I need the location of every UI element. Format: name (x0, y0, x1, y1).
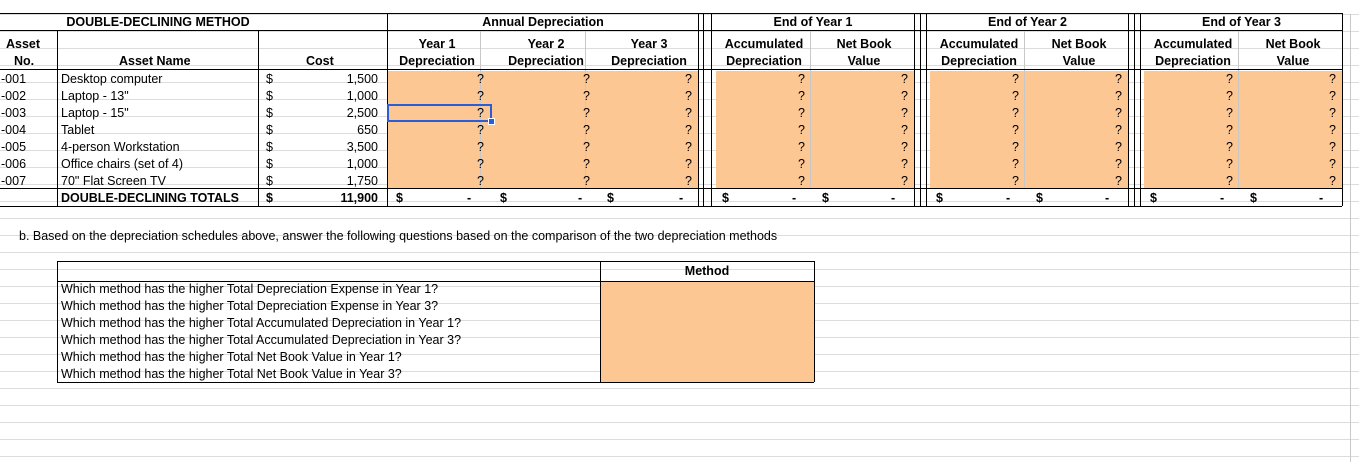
comparison-question: Which method has the higher Total Depreciation Expense in Year 1? (61, 282, 439, 296)
total-currency: $ (722, 191, 729, 205)
y3-accumulated-depreciation-cell[interactable]: ? (1226, 140, 1233, 154)
total-currency: $ (396, 191, 403, 205)
asset-no[interactable]: -001 (1, 72, 27, 86)
comparison-question: Which method has the higher Total Net Book Value in Year 1? (61, 350, 402, 364)
y3-accumulated-depreciation-cell[interactable]: ? (1226, 72, 1233, 86)
y3-net-book-value-cell[interactable]: ? (1329, 72, 1336, 86)
y1-accumulated-header: Accumulated (724, 37, 804, 51)
year2-depreciation-cell[interactable]: ? (583, 140, 590, 154)
total-value: - (679, 191, 684, 205)
year1-depreciation-cell[interactable]: ? (477, 140, 484, 154)
asset-name[interactable]: Laptop - 13" (61, 89, 129, 103)
method-title: DOUBLE-DECLINING METHOD (66, 15, 250, 29)
y1-accumulated-depreciation-cell[interactable]: ? (798, 123, 805, 137)
year1-depreciation-cell[interactable]: ? (477, 157, 484, 171)
y1-net-book-value-cell[interactable]: ? (901, 72, 908, 86)
asset-cost[interactable]: 1,500 (346, 72, 378, 86)
asset-name[interactable]: Laptop - 15" (61, 106, 129, 120)
end-year1-header: End of Year 1 (773, 15, 853, 29)
cost-currency[interactable]: $ (266, 72, 273, 86)
asset-no-header: No. (14, 54, 35, 68)
y1-accumulated-depreciation-cell[interactable]: ? (798, 106, 805, 120)
year1-depreciation-cell[interactable]: ? (477, 106, 484, 120)
end-year2-header: End of Year 2 (988, 15, 1067, 29)
asset-cost[interactable]: 650 (357, 123, 378, 137)
asset-no[interactable]: -005 (1, 140, 27, 154)
y3-net-book-value-cell[interactable]: ? (1329, 140, 1336, 154)
y2-accum-depreciation-header: Depreciation (941, 54, 1017, 68)
asset-cost[interactable]: 1,750 (346, 174, 378, 188)
asset-cost[interactable]: 2,500 (346, 106, 378, 120)
annual-depreciation-header: Annual Depreciation (482, 15, 604, 29)
y2-accumulated-header: Accumulated (939, 37, 1019, 51)
y1-net-book-value-cell[interactable]: ? (901, 174, 908, 188)
y1-net-book-header: Net Book (836, 37, 892, 51)
comparison-question: Which method has the higher Total Accumulated Depreciation in Year 3? (61, 333, 462, 347)
y1-accumulated-depreciation-cell[interactable]: ? (798, 174, 805, 188)
year2-header: Year 2 (527, 37, 565, 51)
method-answer-cell[interactable] (601, 299, 813, 315)
year3-depreciation-cell[interactable]: ? (685, 123, 692, 137)
y1-accumulated-depreciation-cell[interactable]: ? (798, 72, 805, 86)
total-currency: $ (936, 191, 943, 205)
y3-accumulated-header: Accumulated (1153, 37, 1233, 51)
fill-handle[interactable] (488, 118, 495, 125)
y3-value-header: Value (1276, 54, 1310, 68)
y2-accumulated-depreciation-cell[interactable]: ? (1012, 72, 1019, 86)
total-currency: $ (1036, 191, 1043, 205)
asset-name[interactable]: Tablet (61, 123, 95, 137)
year1-depreciation-cell[interactable]: ? (477, 72, 484, 86)
asset-no[interactable]: -004 (1, 123, 27, 137)
year3-depreciation-cell[interactable]: ? (685, 106, 692, 120)
y3-net-book-value-cell[interactable]: ? (1329, 106, 1336, 120)
total-currency: $ (822, 191, 829, 205)
year2-depreciation-cell[interactable]: ? (583, 89, 590, 103)
y3-accum-depreciation-header: Depreciation (1155, 54, 1231, 68)
total-value: - (1319, 191, 1324, 205)
cost-currency[interactable]: $ (266, 106, 273, 120)
year3-depreciation-cell[interactable]: ? (685, 174, 692, 188)
year2-depreciation-cell[interactable]: ? (583, 72, 590, 86)
totals-cost-currency: $ (266, 191, 273, 205)
cost-currency[interactable]: $ (266, 89, 273, 103)
total-value: - (792, 191, 797, 205)
y3-net-book-value-cell[interactable]: ? (1329, 123, 1336, 137)
year3-depreciation-cell[interactable]: ? (685, 72, 692, 86)
question-b-instruction: b. Based on the depreciation schedules above, answer the following questions based on the comparison of the two depreciation methods (19, 229, 778, 243)
y3-net-book-value-cell[interactable]: ? (1329, 174, 1336, 188)
year2-depreciation-header: Depreciation (508, 54, 584, 68)
total-currency: $ (1250, 191, 1257, 205)
year2-depreciation-cell[interactable]: ? (583, 174, 590, 188)
method-column-header: Method (684, 264, 730, 278)
asset-header: Asset (6, 37, 41, 51)
asset-cost[interactable]: 3,500 (346, 140, 378, 154)
total-currency: $ (500, 191, 507, 205)
year3-depreciation-cell[interactable]: ? (685, 140, 692, 154)
total-value: - (1006, 191, 1011, 205)
y3-net-book-value-cell[interactable]: ? (1329, 89, 1336, 103)
asset-name[interactable]: Office chairs (set of 4) (61, 157, 184, 171)
cost-currency[interactable]: $ (266, 140, 273, 154)
y1-net-book-value-cell[interactable]: ? (901, 123, 908, 137)
method-answer-cell[interactable] (601, 333, 813, 349)
cost-currency[interactable]: $ (266, 174, 273, 188)
year3-depreciation-header: Depreciation (611, 54, 687, 68)
comparison-question: Which method has the higher Total Net Book Value in Year 3? (61, 367, 402, 381)
asset-cost[interactable]: 1,000 (346, 89, 378, 103)
total-value: - (578, 191, 583, 205)
asset-cost[interactable]: 1,000 (346, 157, 378, 171)
total-value: - (1220, 191, 1225, 205)
year2-depreciation-cell[interactable]: ? (583, 106, 590, 120)
method-answer-cell[interactable] (601, 367, 813, 383)
year3-header: Year 3 (630, 37, 668, 51)
y2-accumulated-depreciation-cell[interactable]: ? (1012, 140, 1019, 154)
total-currency: $ (607, 191, 614, 205)
y1-net-book-value-cell[interactable]: ? (901, 140, 908, 154)
y1-accumulated-depreciation-cell[interactable]: ? (798, 89, 805, 103)
method-answer-cell[interactable] (601, 316, 813, 332)
cost-currency[interactable]: $ (266, 157, 273, 171)
y2-net-book-value-cell[interactable]: ? (1115, 123, 1122, 137)
asset-name[interactable]: 70" Flat Screen TV (61, 174, 166, 188)
y1-accumulated-depreciation-cell[interactable]: ? (798, 157, 805, 171)
selected-cell[interactable] (387, 104, 492, 122)
year1-depreciation-cell[interactable]: ? (477, 89, 484, 103)
total-value: - (1105, 191, 1110, 205)
year1-depreciation-cell[interactable]: ? (477, 123, 484, 137)
y2-value-header: Value (1062, 54, 1096, 68)
y2-net-book-header: Net Book (1051, 37, 1107, 51)
y2-accumulated-depreciation-cell[interactable]: ? (1012, 123, 1019, 137)
method-answer-cell[interactable] (601, 350, 813, 366)
cost-currency[interactable]: $ (266, 123, 273, 137)
y2-accumulated-depreciation-cell[interactable]: ? (1012, 89, 1019, 103)
y2-accumulated-depreciation-cell[interactable]: ? (1012, 157, 1019, 171)
y1-net-book-value-cell[interactable]: ? (901, 157, 908, 171)
y2-net-book-value-cell[interactable]: ? (1115, 174, 1122, 188)
y2-net-book-value-cell[interactable]: ? (1115, 89, 1122, 103)
totals-label: DOUBLE-DECLINING TOTALS (61, 191, 240, 205)
year1-depreciation-cell[interactable]: ? (477, 174, 484, 188)
y1-value-header: Value (847, 54, 881, 68)
year2-depreciation-cell[interactable]: ? (583, 157, 590, 171)
asset-no[interactable]: -006 (1, 157, 27, 171)
y2-net-book-value-cell[interactable]: ? (1115, 140, 1122, 154)
y2-net-book-value-cell[interactable]: ? (1115, 72, 1122, 86)
asset-no[interactable]: -007 (1, 174, 27, 188)
y1-net-book-value-cell[interactable]: ? (901, 106, 908, 120)
y2-accumulated-depreciation-cell[interactable]: ? (1012, 174, 1019, 188)
y3-accumulated-depreciation-cell[interactable]: ? (1226, 123, 1233, 137)
asset-name-header: Asset Name (119, 54, 191, 68)
comparison-question: Which method has the higher Total Accumulated Depreciation in Year 1? (61, 316, 462, 330)
year2-depreciation-cell[interactable]: ? (583, 123, 590, 137)
asset-name[interactable]: Desktop computer (61, 72, 163, 86)
year1-depreciation-header: Depreciation (399, 54, 475, 68)
total-currency: $ (1150, 191, 1157, 205)
year3-depreciation-cell[interactable]: ? (685, 89, 692, 103)
y1-accumulated-depreciation-cell[interactable]: ? (798, 140, 805, 154)
method-answer-cell[interactable] (601, 282, 813, 298)
total-value: - (891, 191, 896, 205)
y3-accumulated-depreciation-cell[interactable]: ? (1226, 89, 1233, 103)
y3-accumulated-depreciation-cell[interactable]: ? (1226, 157, 1233, 171)
y3-accumulated-depreciation-cell[interactable]: ? (1226, 174, 1233, 188)
y2-net-book-value-cell[interactable]: ? (1115, 157, 1122, 171)
y1-accum-depreciation-header: Depreciation (726, 54, 802, 68)
asset-no[interactable]: -003 (1, 106, 27, 120)
y1-net-book-value-cell[interactable]: ? (901, 89, 908, 103)
y3-net-book-value-cell[interactable]: ? (1329, 157, 1336, 171)
y2-net-book-value-cell[interactable]: ? (1115, 106, 1122, 120)
asset-name[interactable]: 4-person Workstation (61, 140, 180, 154)
comparison-question: Which method has the higher Total Depreciation Expense in Year 3? (61, 299, 439, 313)
y3-net-book-header: Net Book (1265, 37, 1321, 51)
year1-header: Year 1 (418, 37, 456, 51)
end-year3-header: End of Year 3 (1202, 15, 1281, 29)
y2-accumulated-depreciation-cell[interactable]: ? (1012, 106, 1019, 120)
y3-accumulated-depreciation-cell[interactable]: ? (1226, 106, 1233, 120)
cost-header: Cost (306, 54, 334, 68)
total-value: - (467, 191, 472, 205)
asset-no[interactable]: -002 (1, 89, 27, 103)
year3-depreciation-cell[interactable]: ? (685, 157, 692, 171)
totals-cost: 11,900 (340, 191, 378, 205)
